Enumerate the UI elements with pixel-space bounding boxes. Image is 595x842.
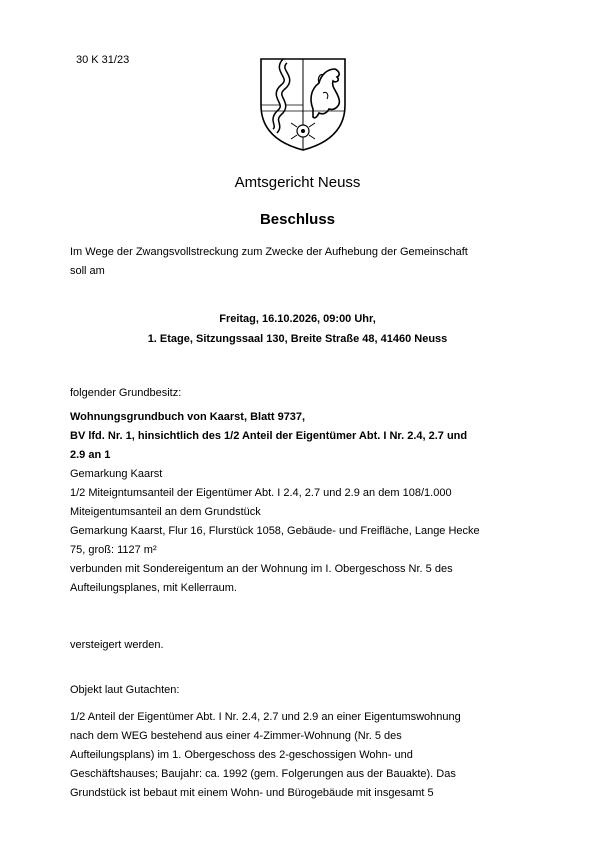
property-line: Gemarkung Kaarst, Flur 16, Flurstück 1058, Gebäude- und Freifläche, Lange Hecke — [70, 525, 480, 537]
object-label: Objekt laut Gutachten: — [70, 684, 180, 696]
property-line: 1/2 Miteigntumsanteil der Eigentümer Abt. I 2.4, 2.7 und 2.9 an dem 108/1.000 — [70, 487, 452, 499]
property-line: Aufteilungsplanes, mit Kellerraum. — [70, 582, 237, 594]
property-heading-line: Wohnungsgrundbuch von Kaarst, Blatt 9737, — [70, 411, 306, 423]
object-description — [70, 708, 540, 803]
intro-paragraph — [70, 243, 540, 281]
document-title: Beschluss — [259, 211, 336, 228]
property-block — [70, 408, 540, 598]
coat-of-arms-emblem — [257, 53, 349, 153]
property-heading-line: BV lfd. Nr. 1, hinsichtlich des 1/2 Anteil der Eigentümer Abt. I Nr. 2.4, 2.7 und — [70, 430, 468, 442]
property-line: verbunden mit Sondereigentum an der Wohnung im I. Obergeschoss Nr. 5 des — [70, 563, 453, 575]
property-line: 75, groß: 1127 m² — [70, 544, 157, 556]
property-line: Miteigentumsanteil an dem Grundstück — [70, 506, 261, 518]
description-line: Grundstück ist bebaut mit einem Wohn- und Bürogebäude mit insgesamt 5 — [70, 787, 434, 799]
intro-line: soll am — [70, 265, 105, 277]
appointment-venue: 1. Etage, Sitzungssaal 130, Breite Straße 48, 41460 Neuss — [147, 333, 448, 345]
appointment-date: Freitag, 16.10.2026, 09:00 Uhr, — [219, 313, 376, 325]
description-line: 1/2 Anteil der Eigentümer Abt. I Nr. 2.4, 2.7 und 2.9 an einer Eigentumswohnung — [70, 711, 461, 723]
description-line: Aufteilungsplans) im 1. Obergeschoss des 2-geschossigen Wohn- und — [70, 749, 413, 761]
description-line: nach dem WEG bestehend aus einer 4-Zimmer-Wohnung (Nr. 5 des — [70, 730, 402, 742]
land-label: folgender Grundbesitz: — [70, 387, 182, 399]
property-line: Gemarkung Kaarst — [70, 468, 163, 480]
intro-line: Im Wege der Zwangsvollstreckung zum Zwecke der Aufhebung der Gemeinschaft — [70, 246, 468, 258]
case-number: 30 K 31/23 — [76, 54, 130, 66]
description-line: Geschäftshauses; Baujahr: ca. 1992 (gem. Folgerungen aus der Bauakte). Das — [70, 768, 456, 780]
auction-text: versteigert werden. — [70, 639, 164, 651]
court-name: Amtsgericht Neuss — [234, 174, 361, 191]
property-heading-line: 2.9 an 1 — [70, 449, 111, 461]
